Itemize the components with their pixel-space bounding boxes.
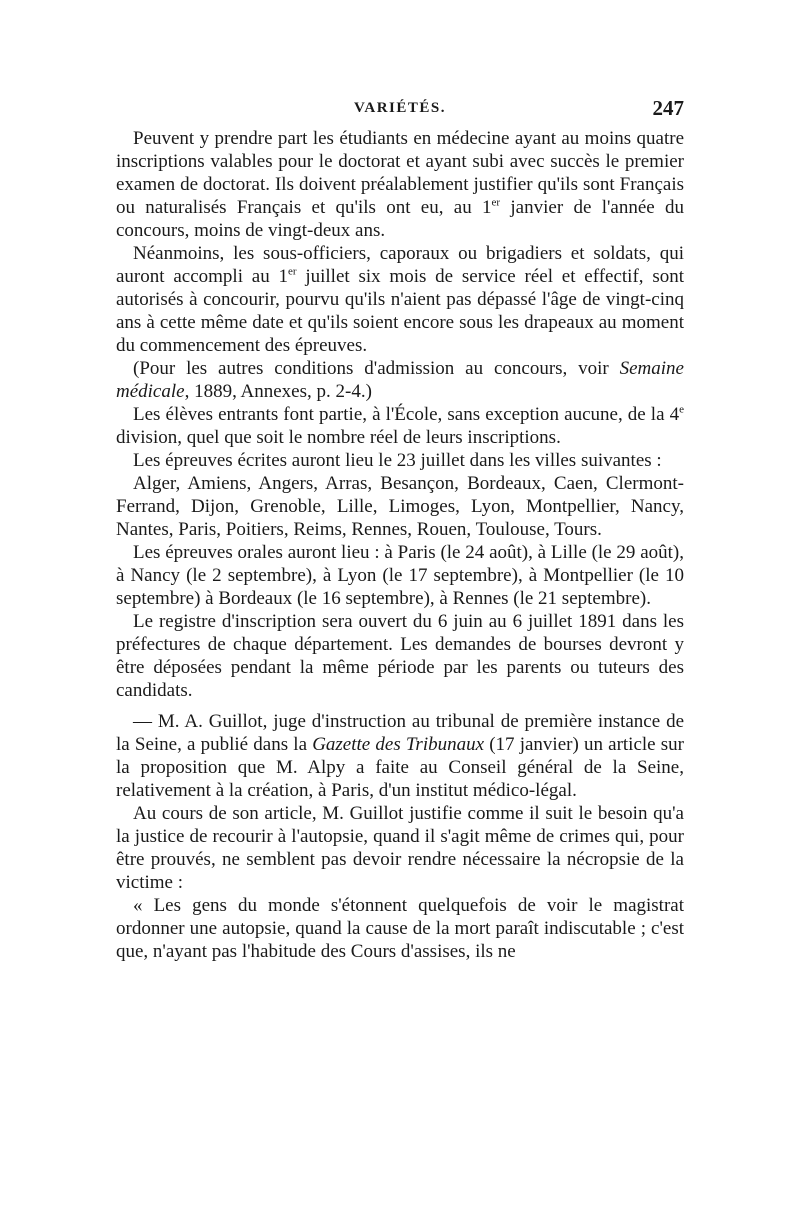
- paragraph-text: (Pour les autres conditions d'admission au concours, voir: [133, 358, 620, 379]
- paragraph-quotation: « Les gens du monde s'étonnent quelquefois de voir le magistrat ordonner une autopsie, quand la cause de la mort paraît indiscutable ; c'est que, n'ayant pas l'habitude des Cours d'assises, ils ne: [116, 895, 684, 962]
- paragraph-registration: Le registre d'inscription sera ouvert du 6 juin au 6 juillet 1891 dans les préfectures de chaque département. Les demandes de bourses devront y être déposées pendant la même période par les parents ou tuteurs des candidats.: [116, 611, 684, 701]
- article-body: [116, 127, 684, 963]
- newspaper-title: Gazette des Tribunaux: [312, 734, 485, 755]
- paragraph-cities: Alger, Amiens, Angers, Arras, Besançon, Bordeaux, Caen, Clermont-Ferrand, Dijon, Grenoble, Lille, Limoges, Lyon, Montpellier, Nancy, Nantes, Paris, Poitiers, Reims, Rennes, Rouen, Toulouse, Tours.: [116, 473, 684, 540]
- paragraph-text: Peuvent y prendre part les étudiants en médecine ayant au moins quatre inscriptions valables pour le doctorat et ayant subi avec succès le premier examen de doctorat. Ils doivent préalablement justifier qu'ils sont Français ou naturalisés Français et qu'ils ont eu, au 1: [116, 128, 684, 218]
- paragraph-conditions-reference: [116, 357, 684, 403]
- ordinal-superscript: er: [491, 196, 501, 209]
- paragraph-eligibility: [116, 127, 684, 242]
- paragraph-text: juillet six mois de service réel et effectif, sont autorisés à concourir, pourvu qu'ils n'aient pas dépassé l'âge de vingt-cinq ans à cette même date et qu'ils soient encore sous les drapeaux au moment du commencement des épreuves.: [116, 266, 684, 356]
- paragraph-text: , 1889, Annexes, p. 2-4.): [184, 381, 372, 402]
- paragraph-autopsy-justification: Au cours de son article, M. Guillot justifie comme il suit le besoin qu'a la justice de recourir à l'autopsie, quand il s'agit même de crimes qui, pour être prouvés, ne semblent pas devoir rendre nécessaire la nécropsie de la victime :: [116, 803, 684, 893]
- paragraph-text: Néanmoins, les sous-officiers, caporaux ou brigadiers et soldats, qui auront accompli au 1: [116, 243, 684, 287]
- paragraph-text: Les élèves entrants font partie, à l'École, sans exception aucune, de la 4: [133, 404, 680, 425]
- ordinal-superscript: e: [679, 403, 684, 416]
- ordinal-superscript: er: [288, 265, 297, 278]
- journal-title: Semaine médicale: [116, 358, 684, 402]
- running-title: VARIÉTÉS.: [353, 100, 446, 116]
- paragraph-text: — M. A. Guillot, juge d'instruction au tribunal de première instance de la Seine, a publié dans la: [116, 711, 684, 755]
- page-number: 247: [652, 96, 684, 120]
- paragraph-guillot-article: [116, 710, 684, 802]
- paragraph-division: [116, 403, 684, 449]
- paragraph-text: (17 janvier) un article sur la proposition que M. Alpy a faite au Conseil général de la Seine, relativement à la création, à Paris, d'un institut médico-légal.: [116, 734, 684, 801]
- paragraph-text: janvier de l'année du concours, moins de vingt-deux ans.: [116, 197, 684, 241]
- paragraph-military: [116, 242, 684, 357]
- paragraph-oral-exams: Les épreuves orales auront lieu : à Paris (le 24 août), à Lille (le 29 août), à Nancy (le 2 septembre), à Lyon (le 17 septembre), à Montpellier (le 10 septembre) à Bordeaux (le 16 septembre), à Rennes (le 21 septembre).: [116, 542, 684, 609]
- page-header: [116, 98, 684, 122]
- paragraph-text: division, quel que soit le nombre réel de leurs inscriptions.: [116, 427, 561, 448]
- paragraph-written-exams: Les épreuves écrites auront lieu le 23 juillet dans les villes suivantes :: [133, 450, 662, 471]
